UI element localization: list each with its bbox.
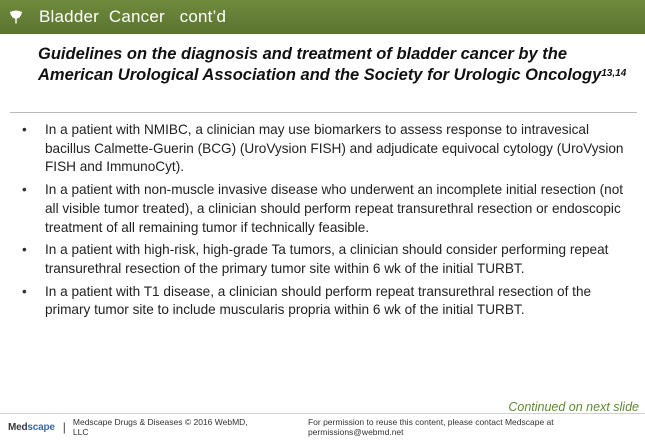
slide-footer — [0, 413, 645, 440]
bullet-icon: • — [22, 242, 27, 258]
guideline-heading — [38, 44, 628, 86]
medscape-logo — [8, 422, 55, 433]
slide-title: Bladder Cancer cont’d — [39, 7, 227, 26]
copyright-text: Medscape Drugs & Diseases © 2016 WebMD, LLC — [72, 417, 248, 437]
bullet-text: In a patient with non-muscle invasive disease who underwent an incomplete initial resection (not all visible tumor treated), a clinician should perform repeat transurethral resection or endoscopic treatment of all remaining tumor if technically feasible. — [45, 182, 624, 235]
bullet-text: In a patient with high-risk, high-grade Ta tumors, a clinician should consider performing repeat transurethral resection of the primary tumor site within 6 wk of the initial TURBT. — [45, 242, 609, 276]
logo-suffix: scape — [27, 421, 55, 433]
continued-note: Continued on next slide — [508, 400, 639, 414]
list-item — [20, 121, 630, 177]
logo-prefix: Med — [8, 421, 28, 433]
bullet-icon: • — [22, 283, 27, 299]
medscape-leaf-icon — [9, 10, 23, 24]
bullet-list — [20, 121, 630, 324]
list-item — [20, 283, 630, 320]
list-item — [20, 181, 630, 237]
footer-separator: | — [62, 420, 66, 434]
bullet-text: In a patient with T1 disease, a clinician should perform repeat transurethral resection of the primary tumor site to include muscularis propria within 6 wk of the initial TURBT. — [45, 283, 592, 318]
slide-header — [0, 0, 645, 34]
permission-text: For permission to reuse this content, please contact Medscape at permissions@webmd.net — [307, 417, 554, 437]
bullet-icon: • — [22, 122, 27, 137]
reference-superscript: 13,14 — [601, 68, 627, 79]
list-item — [20, 241, 630, 278]
bullet-text: In a patient with NMIBC, a clinician may use biomarkers to assess response to intravesical bacillus Calmette-Guerin (BCG) (UroVysion FISH) and adjudicate equivocal cytology (UroVysion FISH and ImmunoCyt). — [45, 122, 624, 175]
divider — [10, 112, 637, 113]
guideline-title-text: Guidelines on the diagnosis and treatment of bladder cancer by the American Urological Association and the Society for Urologic Oncology — [38, 45, 602, 84]
bullet-icon: • — [22, 182, 27, 198]
